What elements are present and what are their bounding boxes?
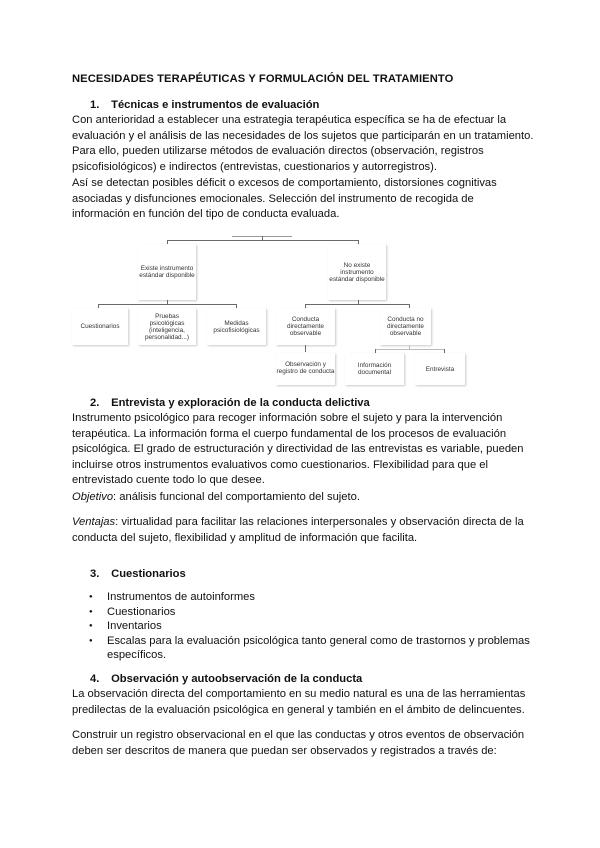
connector-line	[167, 240, 359, 241]
document-title: NECESIDADES TERAPÉUTICAS Y FORMULACIÓN DEL TRATAMIENTO	[72, 73, 454, 85]
node-label: Pruebas psicológicas (inteligencia, personalidad...)	[144, 312, 190, 341]
bullet-icon: ●	[89, 608, 93, 615]
node-label: Observación y registro de conducta	[276, 361, 335, 375]
section-2-heading	[90, 397, 370, 409]
node-entrevista	[415, 353, 465, 385]
connector-line	[305, 345, 306, 352]
section-1-paragraph-2: Así se detectan posibles déficit o excesos de comportamiento, distorsiones cognitivas asociadas y disfunciones emocionales. Selección del instrumento de recogida de información en función del tipo de conducta evaluada.	[72, 177, 497, 221]
list-item	[72, 590, 534, 605]
bullet-icon: ●	[89, 637, 93, 644]
objetivo-paragraph	[72, 490, 534, 506]
section-title: Técnicas e instrumentos de evaluación	[111, 99, 320, 111]
node-medidas-psicofisiologicas	[207, 308, 266, 345]
node-label: Cuestionarios	[80, 323, 120, 330]
node-pruebas-psicologicas	[138, 308, 196, 345]
ventajas-paragraph	[72, 515, 534, 546]
connector-line	[262, 236, 263, 241]
connector-line	[358, 300, 359, 304]
list-item-text: Escalas para la evaluación psicológica tanto general como de trastornos y problemas específicos.	[107, 634, 530, 662]
node-label: Conducta directamente observable	[287, 316, 324, 337]
section-number: 2.	[90, 397, 100, 409]
section-number: 3.	[90, 568, 100, 580]
node-observacion-registro	[276, 353, 335, 385]
node-label: Conducta no directamente observable	[387, 316, 424, 337]
section-4-paragraph-1: La observación directa del comportamiento en su medio natural es una de las herramientas predilectas de la evaluación psicológica en general y también en el ámbito de delincuentes.	[72, 688, 526, 716]
node-conducta-no-observable	[380, 308, 431, 345]
section-4-paragraph-2: Construir un registro observacional en el que las conductas y otros eventos de observación deben ser descritos de manera que puedan ser observados y registrados a través de:	[72, 729, 525, 757]
node-label: Información documental	[357, 362, 392, 376]
objetivo-label: Objetivo	[72, 491, 114, 503]
list-item-text: Inventarios	[107, 620, 162, 633]
section-title: Observación y autoobservación de la conducta	[111, 673, 363, 685]
connector-line	[375, 349, 445, 350]
list-item-text: Instrumentos de autoinformes	[107, 591, 255, 603]
section-4-heading	[90, 673, 362, 685]
node-no-existe-instrumento	[328, 244, 386, 300]
node-informacion-documental	[345, 353, 404, 385]
node-label: No existe instrumento estándar disponible	[329, 261, 385, 283]
node-existe-instrumento	[138, 244, 196, 300]
connector-line	[167, 300, 168, 304]
section-title: Cuestionarios	[111, 568, 186, 580]
node-cuestionarios	[72, 308, 128, 345]
section-number: 1.	[90, 99, 100, 111]
node-label: Existe instrumento estándar disponible	[139, 265, 195, 279]
connector-line	[232, 236, 292, 237]
connector-line	[98, 304, 237, 305]
ventajas-text: : virtualidad para facilitar las relaciones interpersonales y observación directa de la conducta del sujeto, flexibilidad y amplitud de información que facilita.	[72, 516, 524, 544]
section-1-heading	[90, 99, 319, 111]
node-label: Medidas psicofisiológicas	[213, 319, 260, 334]
section-title: Entrevista y exploración de la conducta delictiva	[111, 397, 370, 409]
connector-line	[409, 345, 410, 349]
list-item	[72, 619, 534, 634]
list-item-text: Cuestionarios	[107, 605, 176, 618]
section-number: 4.	[90, 673, 100, 685]
cuestionarios-list	[72, 590, 534, 663]
node-conducta-observable	[276, 308, 335, 345]
node-label: Entrevista	[425, 365, 455, 373]
list-item	[72, 634, 534, 663]
list-item	[72, 605, 534, 620]
objetivo-text: : análisis funcional del comportamiento del sujeto.	[113, 491, 360, 503]
section-1-paragraph-1: Con anterioridad a establecer una estrategia terapéutica específica se ha de efectuar la evaluación y el análisis de las necesidades de los sujetos que participarán en un tratamiento. Para ello, pueden utilizarse métodos de evaluación directos (observación, registros psicofisiológicos) e indirectos (entrevistas, cuestionarios y autorregistros).	[72, 114, 534, 173]
bullet-icon: ●	[89, 594, 93, 600]
ventajas-label: Ventajas	[72, 516, 116, 528]
connector-line	[305, 304, 410, 305]
section-2-paragraph-1: Instrumento psicológico para recoger información sobre el sujeto y para la intervención terapéutica. La información forma el cuerpo fundamental de los procesos de evaluación psicológica. El grado de estructuración y directividad de las entrevistas es variable, pueden incluirse otros instrumentos evaluativos como cuestionarios. Flexibilidad para que el entrevistado cuente todo lo que desee.	[72, 412, 524, 487]
bullet-icon: ●	[89, 623, 93, 630]
section-3-heading	[90, 568, 186, 580]
